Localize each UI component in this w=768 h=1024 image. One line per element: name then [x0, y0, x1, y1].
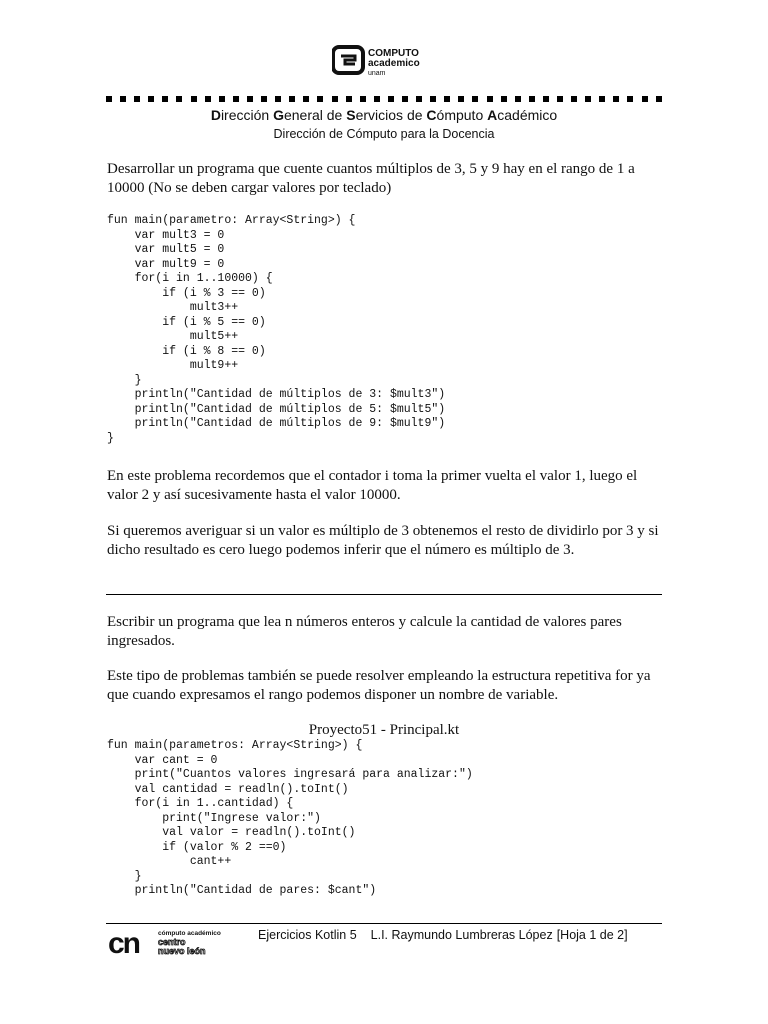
centro-nuevo-leon-logo — [108, 928, 226, 956]
institution-title: Dirección General de Servicios de Cómputo Académico — [210, 107, 558, 123]
exercise-1-statement: Desarrollar un programa que cuente cuantos múltiplos de 3, 5 y 9 hay en el rango de 1 a 10000 (No se deben cargar valores por teclado) — [107, 161, 635, 196]
logo-text-line-3: unam — [368, 70, 386, 77]
footer-logo-line-1: cómputo académico — [158, 930, 221, 937]
footer-doc-title: Ejercicios Kotlin 5 — [258, 928, 357, 942]
logo-text-line-1: COMPUTO — [368, 48, 419, 59]
footer-rule — [106, 923, 662, 924]
exercise-1-explanation-2: Si queremos averiguar si un valor es múltiplo de 3 obtenemos el resto de dividirlo por 3 y si dicho resultado es cero luego podemos inferir que el número es múltiplo de 3. — [107, 523, 659, 558]
exercise-1-explanation-1: En este problema recordemos que el contador i toma la primer vuelta el valor 1, luego el valor 2 y así sucesivamente hasta el valor 10000. — [107, 468, 638, 503]
footer-author: L.I. Raymundo Lumbreras López — [370, 928, 553, 942]
exercise-1-code: fun main(parametro: Array<String>) { var mult3 = 0 var mult5 = 0 var mult9 = 0 for(i in 1..10000) { if (i % 3 == 0) mult3++ if (i % 5 == 0) mult5++ if (i % 8 == 0) mult9++ } println("Cantidad de múltiplos de 3: $mult3") println("Cantidad de múltiplos de 5: $mult5") println("Cantidad de múltiplos de 9: $mult9") } — [107, 214, 446, 445]
footer-text — [258, 928, 642, 942]
computo-academico-logo — [332, 44, 442, 78]
code-caption: Proyecto51 - Principal.kt — [308, 722, 460, 738]
footer-page: [Hoja 1 de 2] — [556, 928, 628, 942]
footer-logo-big: cn — [108, 928, 140, 956]
logo-text-line-2: academico — [368, 58, 420, 69]
institution-subtitle: Dirección de Cómputo para la Docencia — [273, 127, 495, 141]
exercise-2-explanation: Este tipo de problemas también se puede resolver empleando la estructura repetitiva for ya que cuando expresamos el rango podemos disponer un nombre de variable. — [107, 668, 651, 703]
footer-logo-line-2: centro — [158, 937, 186, 947]
exercise-2-statement: Escribir un programa que lea n números enteros y calcule la cantidad de valores pares ingresados. — [107, 614, 622, 649]
exercise-2-code: fun main(parametros: Array<String>) { var cant = 0 print("Cuantos valores ingresará para analizar:") val cantidad = readln().toInt() for(i in 1..cantidad) { print("Ingrese valor:") val valor = readln().toInt() if (valor % 2 ==0) cant++ } println("Cantidad de pares: $cant") — [107, 739, 473, 897]
section-divider — [106, 594, 662, 595]
footer-logo-line-3: nuevo león — [158, 946, 206, 956]
header-dashed-rule — [106, 96, 662, 102]
